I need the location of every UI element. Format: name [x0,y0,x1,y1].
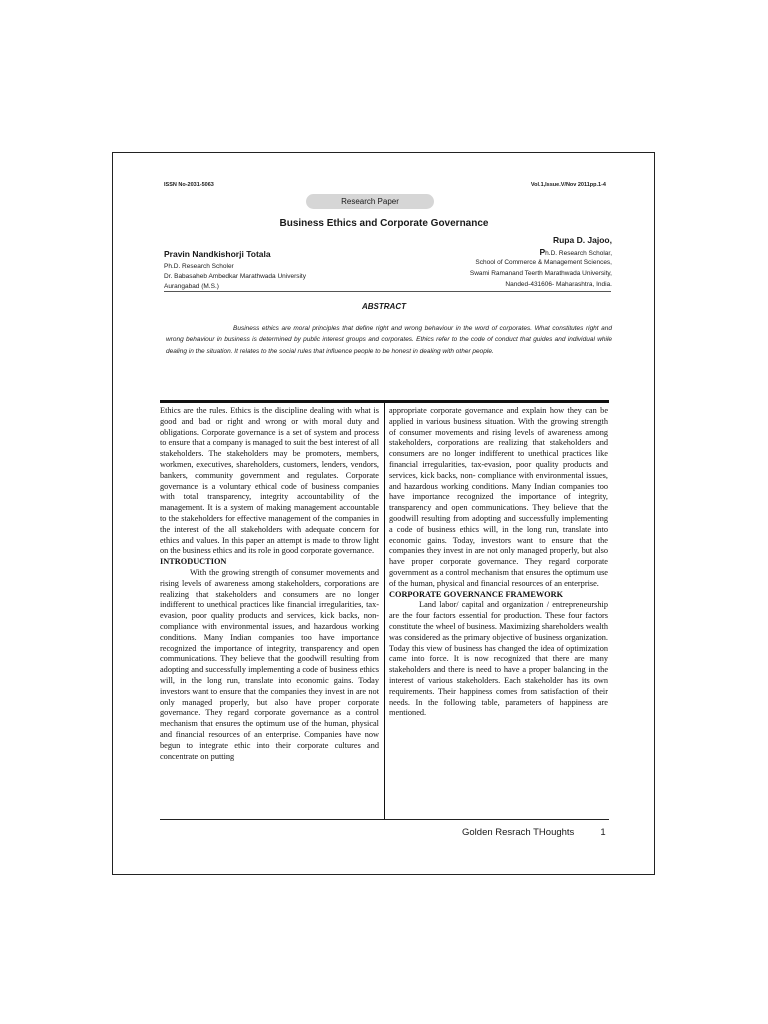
affiliation-rest: h.D. Research Scholar, [545,250,612,257]
issn-number: ISSN No-2031-5063 [164,182,214,188]
framework-heading: CORPORATE GOVERNANCE FRAMEWORK [389,589,564,599]
author-right-affiliation-4: Nanded-431606- Maharashtra, India. [505,281,612,288]
drop-cap: P [539,247,546,257]
left-paragraph-1: Ethics are the rules. Ethics is the discipline dealing with what is good and bad or right and wrong or with moral duty and obligations. Corporate governance is a set of system and process to ensure that a company is managed to suit the best interest of all stakeholders. The stakeholders may be promoters, members, workmen, executives, shareholders, customers, lenders, vendors, bankers, community government and regulates. Corporate governance is a voluntary ethical code of business companies with total transparency, integrity accountability of the management. It is a system of making management accountable to the stakeholders for effective management of the companies in the interest of the all stakeholders with adequate concern for ethics and values. In this paper an attempt is made to throw light on the business ethics and its role in good corporate governance. [160,406,379,556]
author-right-name: Rupa D. Jajoo, [552,235,612,245]
right-paragraph-1: appropriate corporate governance and explain how they can be applied in various business situation. With the growing strength of consumer movements and rising levels of awareness among stakeholders, corporations are realizing that stakeholders and consumers are no longer indifferent to unethical practices like financial irregularities, tax-evasion, poor quality products and services, kick backs, non- compliance with environmental issues, and hazardous working conditions. Many Indian companies too have importance recognized the importance of integrity, transparency and open communications. They believe that the goodwill resulting from adopting and successfully implementing a code of business ethics will, in the long run, translate into economic gains. Today, investors want to ensure that the companies they invest in are not only managed properly, but also have proper corporate governance. They regard corporate government as a control mechanism that ensures the optimum use of the human, physical and financial resources of an enterprise. [389,406,608,588]
introduction-heading: INTRODUCTION [160,557,227,567]
body-bottom-rule [160,819,609,820]
column-divider [384,403,385,819]
page-number: 1 [600,827,606,838]
right-column [389,406,608,818]
affiliation-rule [164,291,611,292]
author-left-affiliation-2: Dr. Babasaheb Ambedkar Marathwada University [164,273,306,280]
left-column [160,406,379,818]
paper-title: Business Ethics and Corporate Governance [279,218,489,229]
abstract-heading: ABSTRACT [362,302,406,311]
footer [462,827,606,838]
author-right-affiliation-2: School of Commerce & Management Sciences, [475,259,612,266]
left-paragraph-2: With the growing strength of consumer movements and rising levels of awareness among stakeholders, corporations are realizing that stakeholders and consumers are no longer indifferent to unethical practices like financial irregularities, tax-evasion, poor quality products and services, kick backs, non- compliance with environmental issues, and hazardous working conditions. Many Indian companies too have importance recognized the importance of integrity, transparency and open communications. They believe that the goodwill resulting from adopting and successfully implementing a code of business ethics will, in the long run, translate into economic gains. Today investors want to ensure that the companies they invest in are not only managed properly, but also have proper corporate governance. They regard corporate governance as a control mechanism that ensures the optimum use of the human, physical and financial resources of an enterprise. Companies have now begun to integrate ethic into their corporate cultures and concentrate on putting [160,567,379,761]
author-right-affiliation-3: Swami Ramanand Teerth Marathwada University, [469,270,612,277]
research-paper-badge: Research Paper [306,194,434,209]
abstract-text: Business ethics are moral principles that define right and wrong behaviour in the word of corporates. What constitutes right and wrong behaviour in business is determined by public interest groups and corporates. Ethics refer to the code of conduct that guides and individual while dealing in the situation. It relates to the social rules that influence people to be honest in dealing with other people. [166,325,612,355]
author-left-affiliation-1: Ph.D. Research Scholer [164,263,234,270]
right-paragraph-2: Land labor/ capital and organization / entrepreneurship are the four factors essential for production. These four factors constitute the wheel of business. Maximizing shareholders wealth was considered as the primary objective of business organization. Today this view of business has changed the idea of optimization came into force. It is now recognized that there are many stakeholders and there is need to have a proper balancing in the interest of various stakeholders. Each stakeholder has its own requirements. Their happiness comes from satisfaction of their needs. In the following table, parameters of happiness are mentioned. [389,600,608,718]
journal-name: Golden Resrach THoughts [462,827,575,838]
author-left-name: Pravin Nandkishorji Totala [164,249,271,259]
author-right-affiliation-1 [539,247,612,257]
author-left-affiliation-3: Aurangabad (M.S.) [164,283,219,290]
volume-issue: Vol.1,Issue.V/Nov 2011pp.1-4 [530,182,606,188]
